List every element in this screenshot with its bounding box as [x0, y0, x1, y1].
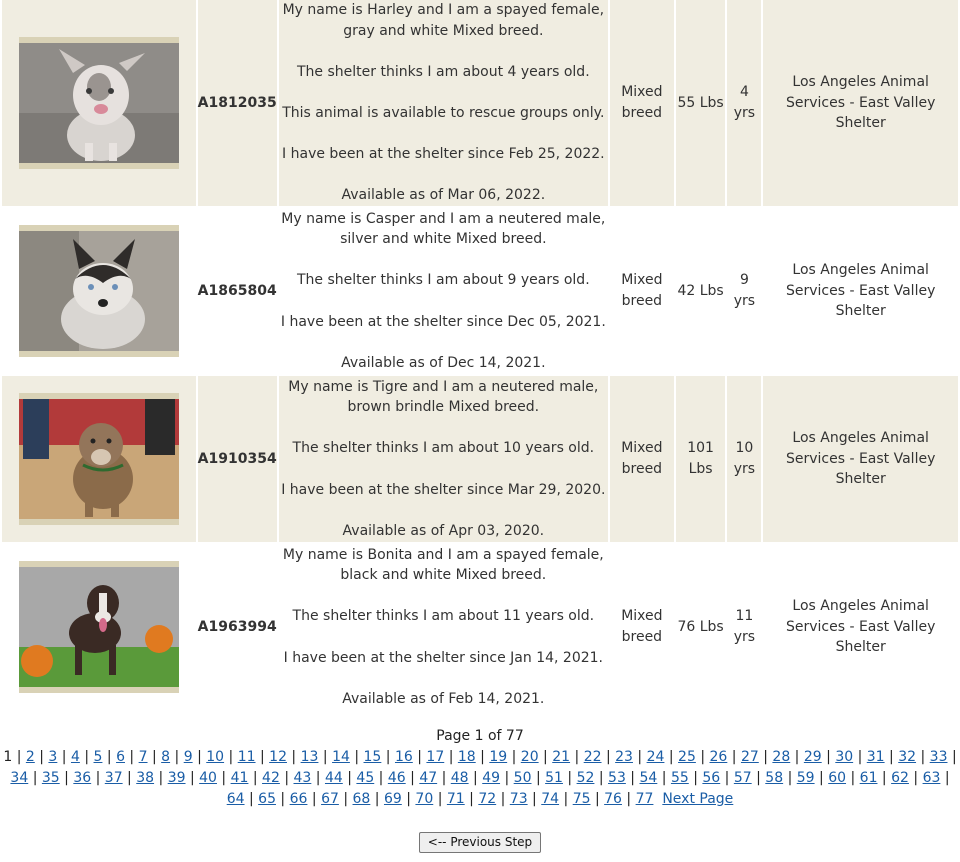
- page-separator: |: [538, 749, 553, 765]
- page-separator: |: [814, 770, 829, 786]
- page-link[interactable]: 54: [639, 770, 658, 786]
- animal-description: [279, 0, 608, 206]
- page-link[interactable]: 29: [803, 749, 822, 765]
- page-separator: |: [821, 749, 836, 765]
- spacer: [653, 791, 662, 807]
- page-separator: |: [91, 770, 105, 786]
- animal-shelter: Los Angeles Animal Services - East Valley Shelter: [763, 208, 958, 374]
- page-separator: |: [507, 749, 521, 765]
- page-separator: |: [657, 770, 671, 786]
- page-link[interactable]: 58: [765, 770, 784, 786]
- table-row: [2, 376, 958, 542]
- page-link[interactable]: 8: [161, 749, 171, 765]
- page-link[interactable]: 56: [702, 770, 721, 786]
- page-link[interactable]: 33: [929, 749, 948, 765]
- page-link[interactable]: 35: [41, 770, 60, 786]
- page-separator: |: [124, 749, 139, 765]
- page-separator: |: [216, 770, 231, 786]
- page-separator: |: [122, 770, 137, 786]
- page-separator: |: [279, 770, 294, 786]
- page-link[interactable]: 67: [321, 791, 339, 807]
- page-link[interactable]: 14: [332, 749, 350, 765]
- page-link[interactable]: 3: [48, 749, 58, 765]
- page-separator: |: [433, 791, 447, 807]
- page-link[interactable]: 63: [922, 770, 941, 786]
- page-separator: |: [877, 770, 892, 786]
- animal-age: 11 yrs: [727, 544, 761, 710]
- table-row: [2, 544, 958, 710]
- page-separator: |: [370, 791, 384, 807]
- page-link[interactable]: 2: [25, 749, 35, 765]
- page-link[interactable]: 44: [324, 770, 343, 786]
- page-link[interactable]: 51: [545, 770, 563, 786]
- page-separator: |: [405, 770, 420, 786]
- page-link[interactable]: 62: [891, 770, 909, 786]
- page-separator: |: [444, 749, 458, 765]
- page-separator: |: [947, 749, 957, 765]
- page-separator: |: [34, 749, 49, 765]
- page-link[interactable]: 18: [457, 749, 476, 765]
- page-separator: |: [884, 749, 899, 765]
- dog-photo-harley: [19, 43, 179, 163]
- page-separator: |: [349, 749, 364, 765]
- animal-age: 4 yrs: [727, 0, 761, 206]
- page-link[interactable]: 52: [576, 770, 595, 786]
- page-separator: |: [286, 749, 301, 765]
- page-separator: |: [853, 749, 867, 765]
- description-line: The shelter thinks I am about 11 years old.: [292, 608, 595, 625]
- description-line: I have been at the shelter since Jan 14, 2021.: [283, 649, 604, 666]
- page-links: [0, 747, 960, 810]
- page-separator: |: [147, 749, 162, 765]
- current-page: 1: [3, 749, 13, 765]
- table-row: [2, 0, 958, 206]
- animal-weight: 55 Lbs: [676, 0, 726, 206]
- photo-cell: [2, 544, 196, 710]
- page-link[interactable]: 71: [446, 791, 465, 807]
- page-separator: |: [12, 749, 26, 765]
- page-link[interactable]: 5: [93, 749, 103, 765]
- page-link[interactable]: 4: [70, 749, 80, 765]
- animal-photo[interactable]: [19, 225, 179, 357]
- page-link[interactable]: 36: [73, 770, 92, 786]
- page-separator: |: [59, 770, 74, 786]
- page-link[interactable]: 38: [136, 770, 155, 786]
- page-separator: |: [664, 749, 679, 765]
- page-separator: |: [621, 791, 636, 807]
- animal-photo[interactable]: [19, 561, 179, 693]
- page-link[interactable]: 37: [104, 770, 123, 786]
- page-separator: |: [940, 770, 950, 786]
- animal-description: [279, 544, 608, 710]
- page-separator: |: [570, 749, 584, 765]
- page-link[interactable]: 61: [859, 770, 878, 786]
- page-separator: |: [185, 770, 200, 786]
- page-separator: |: [374, 770, 388, 786]
- animal-id: A1963994: [198, 544, 277, 710]
- page-link[interactable]: 60: [828, 770, 847, 786]
- table-row: [2, 208, 958, 374]
- previous-step-wrap: [0, 831, 960, 853]
- page-link[interactable]: 46: [387, 770, 406, 786]
- page-link[interactable]: 68: [352, 791, 371, 807]
- page-separator: |: [318, 749, 333, 765]
- description-line: Available as of Feb 14, 2021.: [342, 690, 545, 707]
- page-link[interactable]: 74: [541, 791, 560, 807]
- page-separator: |: [590, 791, 605, 807]
- page-separator: |: [224, 749, 238, 765]
- page-separator: |: [255, 749, 270, 765]
- description-line: Available as of Mar 06, 2022.: [341, 187, 546, 204]
- page-link[interactable]: 23: [615, 749, 633, 765]
- description-line: I have been at the shelter since Mar 29, 2020.: [281, 481, 606, 498]
- description-line: The shelter thinks I am about 4 years old.: [296, 63, 590, 80]
- animal-id: A1910354: [198, 376, 277, 542]
- page-link[interactable]: 10: [206, 749, 225, 765]
- page-link[interactable]: 16: [394, 749, 413, 765]
- page-link[interactable]: 13: [300, 749, 319, 765]
- page-link[interactable]: 48: [450, 770, 469, 786]
- animal-breed: Mixed breed: [610, 544, 674, 710]
- page-separator: |: [727, 749, 741, 765]
- page-separator: |: [28, 770, 42, 786]
- page-separator: |: [908, 770, 923, 786]
- page-link[interactable]: 50: [513, 770, 532, 786]
- description-line: My name is Harley and I am a spayed female, gray and white Mixed breed.: [282, 2, 605, 39]
- page-separator: |: [625, 770, 640, 786]
- page-link[interactable]: 7: [138, 749, 148, 765]
- page-separator: |: [248, 770, 263, 786]
- page-separator: |: [412, 749, 427, 765]
- page-link[interactable]: 72: [478, 791, 497, 807]
- page-separator: |: [720, 770, 734, 786]
- page-link[interactable]: 9: [183, 749, 193, 765]
- page-link[interactable]: 32: [898, 749, 917, 765]
- animal-description: [279, 376, 608, 542]
- page-link[interactable]: 47: [419, 770, 438, 786]
- animal-weight: 76 Lbs: [676, 544, 726, 710]
- page-separator: |: [594, 770, 609, 786]
- page-separator: |: [192, 749, 207, 765]
- animal-breed: Mixed breed: [610, 376, 674, 542]
- page-separator: |: [916, 749, 930, 765]
- page-link[interactable]: 34: [10, 770, 29, 786]
- page-link[interactable]: 45: [356, 770, 375, 786]
- page-link[interactable]: 42: [262, 770, 280, 786]
- page-link[interactable]: 21: [552, 749, 571, 765]
- animal-photo[interactable]: [19, 393, 179, 525]
- dog-photo-casper: [19, 231, 179, 351]
- animal-age: 10 yrs: [727, 376, 761, 542]
- animal-id: A1865804: [198, 208, 277, 374]
- page-separator: |: [496, 791, 510, 807]
- page-link[interactable]: 26: [709, 749, 728, 765]
- page-link[interactable]: 59: [796, 770, 815, 786]
- description-line: The shelter thinks I am about 9 years old.: [296, 272, 590, 289]
- page-separator: |: [846, 770, 860, 786]
- page-separator: |: [632, 749, 647, 765]
- animal-id: A1812035: [198, 0, 277, 206]
- page-separator: |: [170, 749, 184, 765]
- description-line: Available as of Dec 14, 2021.: [341, 354, 546, 371]
- page-separator: |: [57, 749, 71, 765]
- page-separator: |: [244, 791, 259, 807]
- animal-breed: Mixed breed: [610, 0, 674, 206]
- page-link[interactable]: 12: [269, 749, 287, 765]
- page-separator: |: [695, 749, 710, 765]
- page-link[interactable]: 17: [426, 749, 445, 765]
- page-link[interactable]: 73: [509, 791, 528, 807]
- page-separator: |: [338, 791, 353, 807]
- page-separator: |: [401, 791, 416, 807]
- page-indicator: Page 1 of 77: [436, 728, 524, 744]
- page-link[interactable]: 39: [167, 770, 186, 786]
- page-link[interactable]: 55: [670, 770, 689, 786]
- page-link[interactable]: 31: [866, 749, 885, 765]
- page-link[interactable]: 24: [646, 749, 665, 765]
- page-separator: |: [342, 770, 357, 786]
- page-separator: |: [790, 749, 804, 765]
- description-line: Available as of Apr 03, 2020.: [342, 522, 545, 539]
- page-separator: |: [275, 791, 290, 807]
- pagination: [0, 726, 960, 810]
- page-separator: |: [468, 770, 483, 786]
- page-link[interactable]: 53: [608, 770, 626, 786]
- page-link[interactable]: 76: [604, 791, 622, 807]
- page-link[interactable]: 66: [289, 791, 308, 807]
- photo-cell: [2, 376, 196, 542]
- page-separator: |: [751, 770, 766, 786]
- animal-weight: 101 Lbs: [676, 376, 726, 542]
- description-line: My name is Bonita and I am a spayed female, black and white Mixed breed.: [282, 546, 604, 584]
- page-separator: |: [758, 749, 773, 765]
- next-page-link[interactable]: Next Page: [662, 791, 734, 807]
- page-link[interactable]: 69: [383, 791, 402, 807]
- previous-step-button[interactable]: <-- Previous Step: [419, 832, 541, 853]
- page-separator: |: [464, 791, 479, 807]
- page-link[interactable]: 27: [740, 749, 759, 765]
- page-link[interactable]: 6: [116, 749, 125, 765]
- page-separator: |: [688, 770, 703, 786]
- page-link[interactable]: 57: [733, 770, 752, 786]
- page-link[interactable]: 19: [489, 749, 508, 765]
- page-link[interactable]: 25: [678, 749, 696, 765]
- page-link[interactable]: 75: [572, 791, 591, 807]
- description-line: I have been at the shelter since Feb 25, 2022.: [282, 146, 605, 163]
- description-line: My name is Tigre and I am a neutered male, brown brindle Mixed breed.: [288, 378, 599, 416]
- description-line: My name is Casper and I am a neutered male, silver and white Mixed breed.: [281, 210, 606, 248]
- page-separator: |: [783, 770, 797, 786]
- dog-photo-tigre: [19, 399, 179, 519]
- description-line: I have been at the shelter since Dec 05, 2021.: [280, 313, 606, 330]
- animal-shelter: Los Angeles Animal Services - East Valley Shelter: [763, 544, 958, 710]
- page-separator: |: [527, 791, 542, 807]
- animal-photo[interactable]: [19, 37, 179, 169]
- page-separator: |: [500, 770, 514, 786]
- page-separator: |: [437, 770, 451, 786]
- page-separator: |: [601, 749, 616, 765]
- animal-breed: Mixed breed: [610, 208, 674, 374]
- page-link[interactable]: 15: [363, 749, 382, 765]
- photo-cell: [2, 0, 196, 206]
- page-separator: |: [559, 791, 573, 807]
- page-link[interactable]: 49: [482, 770, 501, 786]
- page-link[interactable]: 22: [583, 749, 602, 765]
- page-separator: |: [79, 749, 94, 765]
- page-link[interactable]: 20: [520, 749, 539, 765]
- animal-age: 9 yrs: [727, 208, 761, 374]
- page-separator: |: [154, 770, 168, 786]
- page-link[interactable]: 11: [237, 749, 256, 765]
- dog-photo-bonita: [19, 567, 179, 687]
- page-link[interactable]: 64: [226, 791, 245, 807]
- animal-shelter: Los Angeles Animal Services - East Valley Shelter: [763, 376, 958, 542]
- animal-shelter: Los Angeles Animal Services - East Valley Shelter: [763, 0, 958, 206]
- page-separator: |: [311, 770, 325, 786]
- page-link[interactable]: 30: [835, 749, 854, 765]
- animal-description: [279, 208, 608, 374]
- animal-weight: 42 Lbs: [676, 208, 726, 374]
- page-link[interactable]: 43: [293, 770, 312, 786]
- page-link[interactable]: 41: [230, 770, 249, 786]
- page-separator: |: [307, 791, 322, 807]
- page-link[interactable]: 65: [258, 791, 276, 807]
- page-separator: |: [381, 749, 395, 765]
- page-link[interactable]: 40: [199, 770, 217, 786]
- page-link[interactable]: 28: [772, 749, 791, 765]
- page-separator: |: [102, 749, 117, 765]
- description-line: This animal is available to rescue groups only.: [282, 105, 605, 121]
- page-separator: |: [531, 770, 546, 786]
- description-line: The shelter thinks I am about 10 years old.: [292, 440, 595, 457]
- page-link[interactable]: 70: [415, 791, 434, 807]
- page-separator: |: [562, 770, 577, 786]
- page-link[interactable]: 77: [635, 791, 654, 807]
- page-separator: |: [475, 749, 490, 765]
- photo-cell: [2, 208, 196, 374]
